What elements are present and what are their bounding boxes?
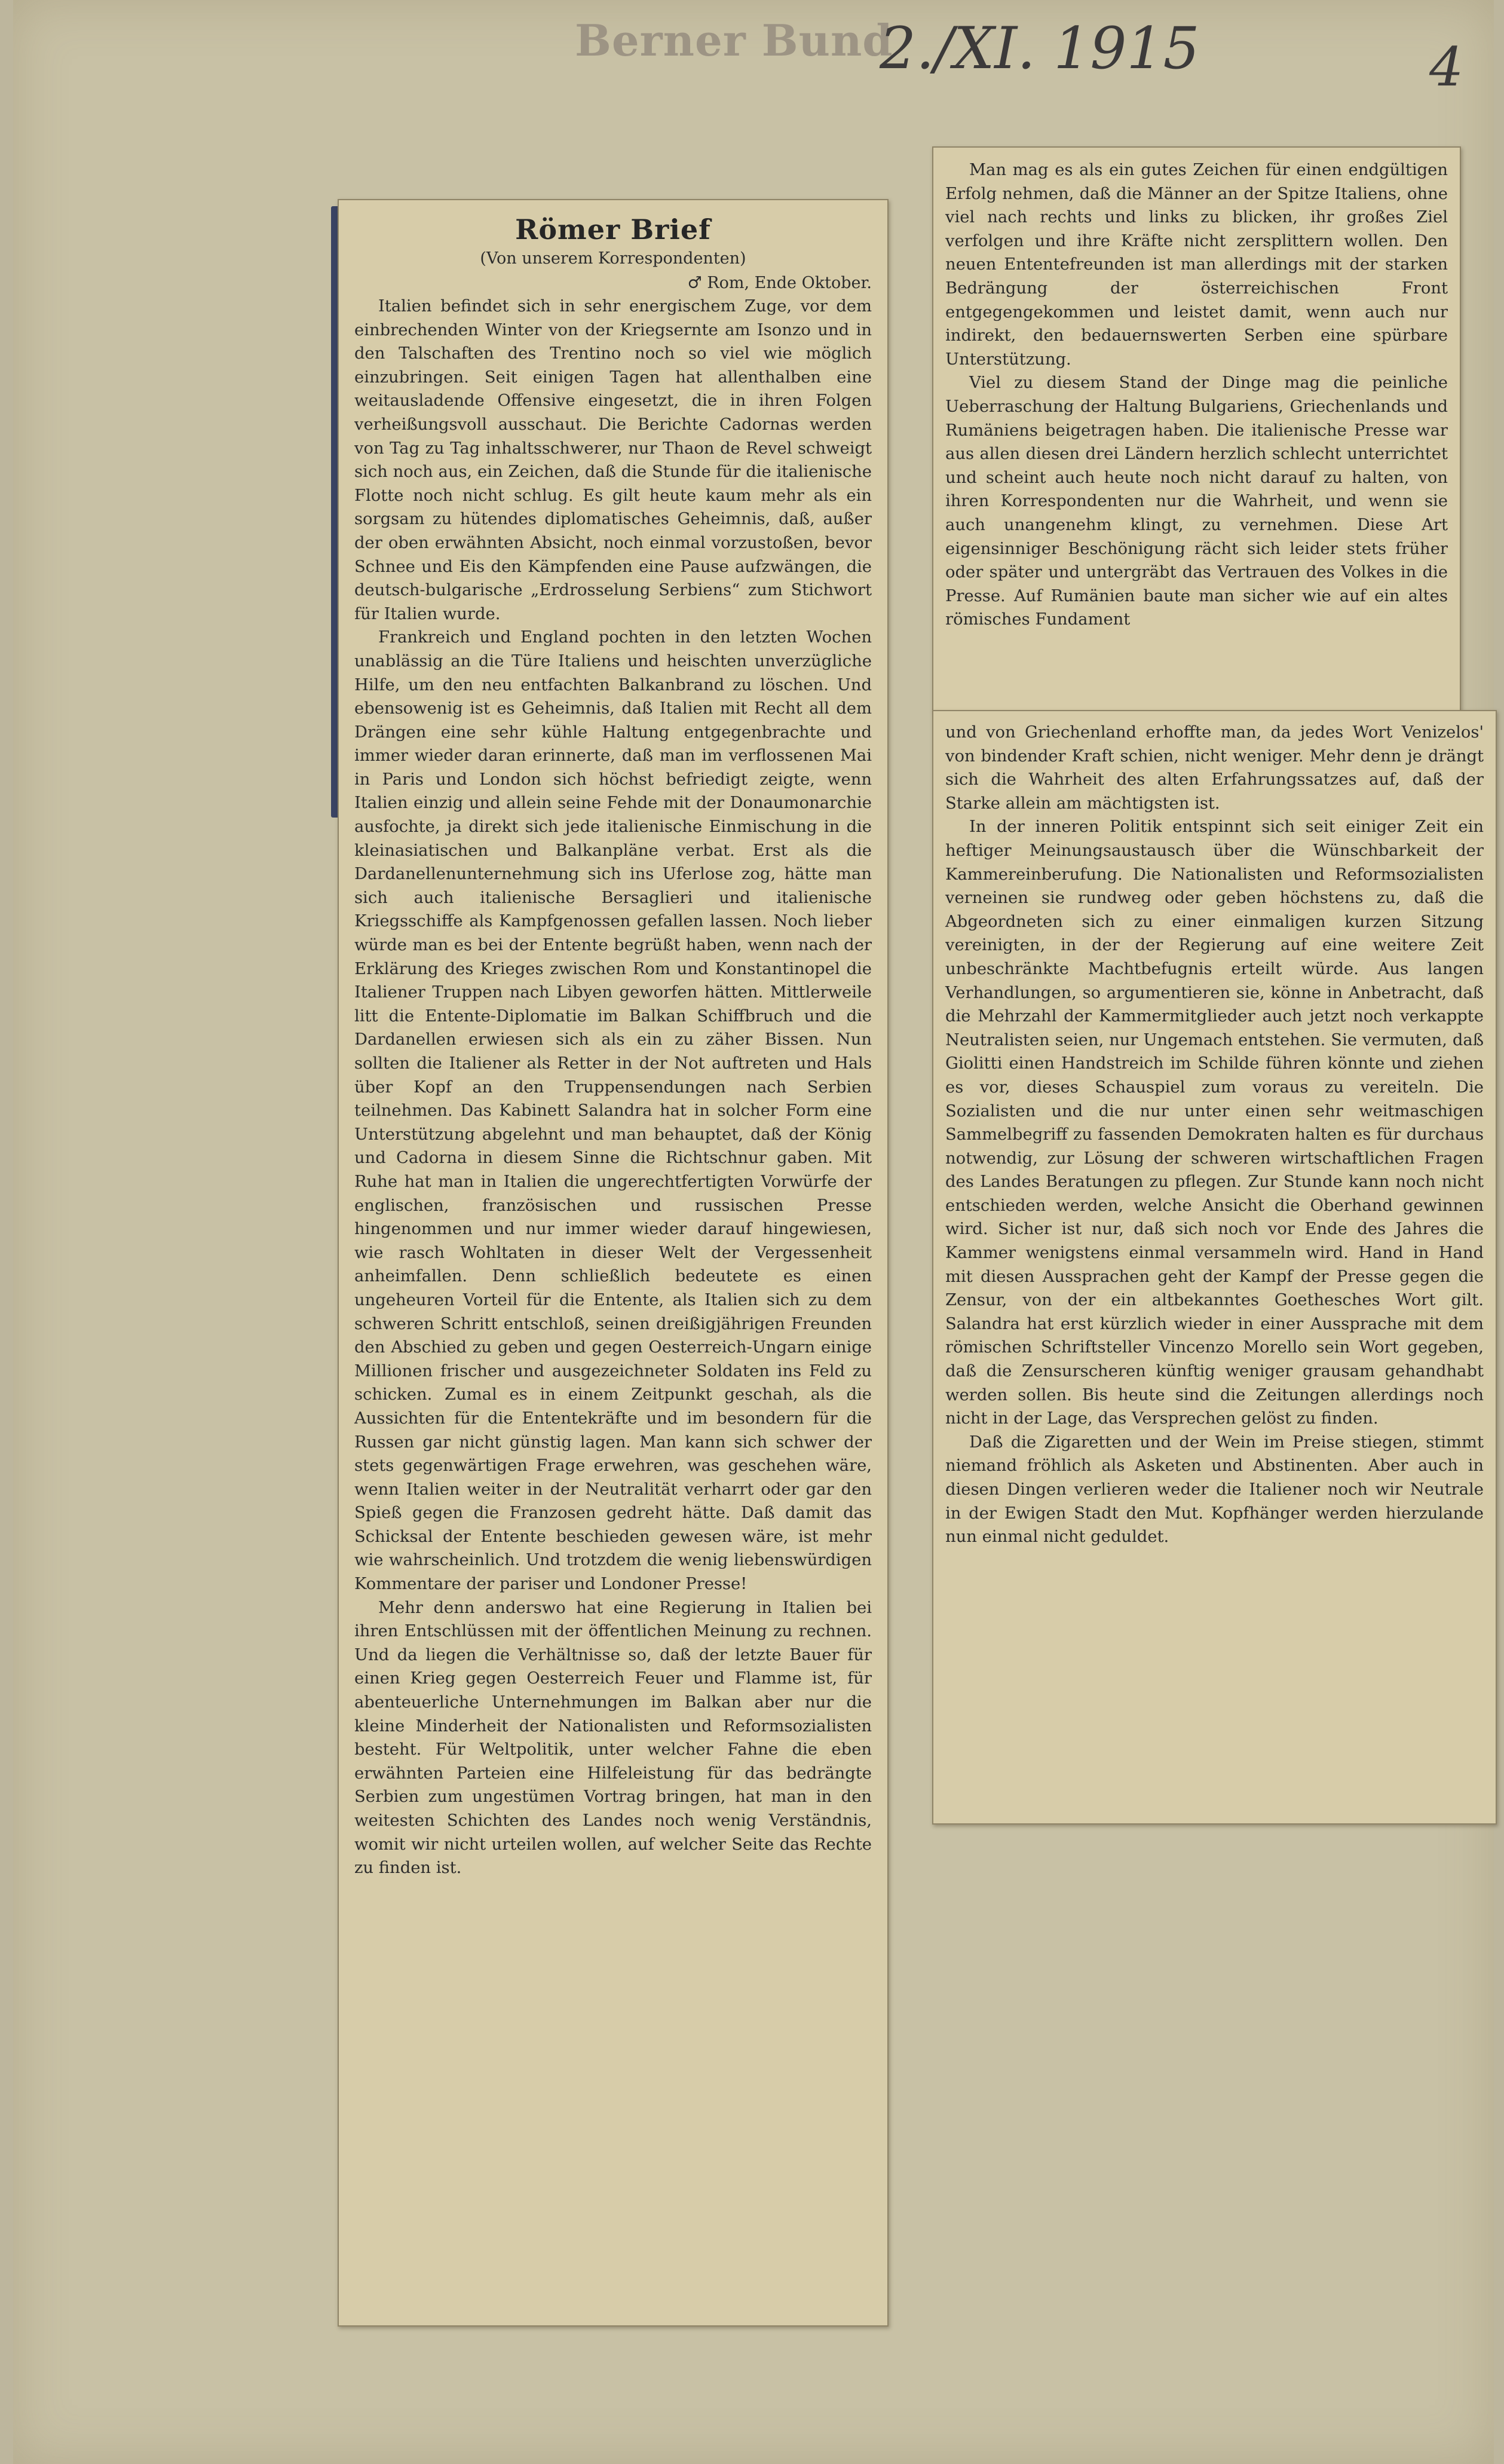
publication-stamp: Berner Bund (575, 15, 893, 66)
clipping-column-2-top (932, 146, 1461, 711)
article-dateline: ♂ Rom, Ende Oktober. (687, 274, 872, 292)
article-headline: Römer Brief (515, 213, 711, 246)
handwritten-date: 2./XI. 1915 (880, 15, 1200, 82)
article-paragraph: Man mag es als ein gutes Zeichen für einen endgültigen Erfolg nehmen, daß die Männer an der Spitze Italiens, ohne viel nach rechts und links zu blicken, ihr großes Ziel verfolgen und ihre Kräfte nicht zersplittern wollen. Den neuen Ententefreunden ist man allerdings mit der starken Bedrängung der österreichischen Front entgegengekommen und leistet damit, wenn auch nur indirekt, den bedauernswerten Serben eine spürbare Unterstützung. (945, 161, 1448, 369)
article-paragraph: Italien befindet sich in sehr energischem Zuge, vor dem einbrechenden Winter von der Kriegsernte am Isonzo und in den Talschaften des Trentino noch so viel wie möglich einzubringen. Seit einigen Tagen hat allenthalben eine weitausladende Offensive eingesetzt, die in ihren Folgen verheißungsvoll ausschaut. Die Berichte Cadornas werden von Tag zu Tag inhaltsschwerer, nur Thaon de Revel schweigt sich noch aus, ein Zeichen, daß die Stunde für die italienische Flotte noch nicht schlug. Es gilt heute kaum mehr als ein sorgsam zu hütendes diplomatisches Geheimnis, daß, außer der oben erwähnten Absicht, noch einmal vorzustoßen, bevor Schnee und Eis den Kämpfenden eine Pause aufzwängen, die deutsch-bulgarische „Erdrosselung Serbiens“ zum Stichwort für Italien wurde. (354, 297, 872, 623)
article-paragraph: Mehr denn anderswo hat eine Regierung in Italien bei ihren Entschlüssen mit der öffentlichen Meinung zu rechnen. Und da liegen die Verhältnisse so, daß der letzte Bauer für einen Krieg gegen Oesterreich Feuer und Flamme ist, für abenteuerliche Unternehmungen im Balkan aber nur die kleine Minderheit der Nationalisten und Reformsozialisten besteht. Für Weltpolitik, unter welcher Fahne die eben erwähnten Parteien eine Hilfeleistung für das bedrängte Serbien zum ungestümen Vortrag bringen, hat man in den weitesten Schichten des Landes noch wenig Verständnis, womit wir nicht urteilen wollen, auf welcher Seite das Rechte zu finden ist. (354, 1598, 872, 1878)
handwritten-page-number: 4 (1429, 36, 1464, 99)
article-byline: (Von unserem Korrespondenten) (480, 249, 746, 268)
scrapbook-page (13, 0, 1494, 2464)
article-paragraph: Viel zu diesem Stand der Dinge mag die peinliche Ueberraschung der Haltung Bulgariens, Griechenlands und Rumäniens beigetragen haben. Die italienische Presse war aus allen diesen drei Ländern herzlich schlecht unterrichtet und scheint auch heute noch nicht darauf zu halten, von ihren Korrespondenten nur die Wahrheit, und wenn sie auch unangenehm klingt, zu vernehmen. Diese Art eigensinniger Beschönigung rächt sich leider stets früher oder später und untergräbt das Vertrauen des Volkes in die Presse. Auf Rumänien baute man sicher wie auf ein altes römisches Fundament (945, 374, 1448, 629)
clipping-column-1 (338, 199, 889, 2327)
clipping-column-2-bottom (932, 710, 1497, 1825)
article-paragraph: Frankreich und England pochten in den letzten Wochen unablässig an die Türe Italiens und heischten unverzügliche Hilfe, um den neu entfachten Balkanbrand zu löschen. Und ebensowenig ist es Geheimnis, daß Italien mit Recht all dem Drängen eine sehr kühle Haltung entgegenbrachte und immer wieder daran erinnerte, daß man im verflossenen Mai in Paris und London sich höchst befriedigt zeigte, wenn Italien einzig und allein seine Fehde mit der Donaumonarchie ausfochte, ja direkt sich jede italienische Einmischung in die kleinasiatischen und Balkanpläne verbat. Erst als die Dardanellenunternehmung sich ins Uferlose zog, hätte man sich auch italienische Bersaglieri und italienische Kriegsschiffe als Kampfgenossen gefallen lassen. Noch lieber würde man es bei der Entente begrüßt haben, wenn nach der Erklärung des Krieges zwischen Rom und Konstantinopel die Italiener Truppen nach Libyen geworfen hätten. Mittlerweile litt die Entente-Diplomatie im Balkan Schiffbruch und die Dardanellen erwiesen sich als ein zu zäher Bissen. Nun sollten die Italiener als Retter in der Not auftreten und Hals über Kopf an den Truppensendungen nach Serbien teilnehmen. Das Kabinett Salandra hat in solcher Form eine Unterstützung abgelehnt und man behauptet, daß der König und Cadorna in diesem Sinne die Richtschnur gaben. Mit Ruhe hat man in Italien die ungerechtfertigten Vorwürfe der englischen, französischen und russischen Presse hingenommen und nur immer wieder darauf hingewiesen, wie rasch Wohltaten in dieser Welt der Vergessenheit anheimfallen. Denn schließlich bedeutete es einen ungeheuren Vorteil für die Entente, als Italien sich zu dem schweren Schritt entschloß, seinen dreißigjährigen Freunden den Abschied zu geben und gegen Oesterreich-Ungarn einige Millionen frischer und ausgezeichneter Soldaten ins Feld zu schicken. Zumal es in einem Zeitpunkt geschah, als die Aussichten für die Ententekräfte und im besondern für die Russen gar nicht günstig lagen. Man kann sich schwer der stets gegenwärtigen Frage erwehren, was geschehen wäre, wenn Italien weiter in der Neutralität verharrt oder gar den Spieß gegen die Franzosen gedreht hätte. Daß damit das Schicksal der Entente beschieden gewesen wäre, ist mehr wie wahrscheinlich. Und trotzdem die wenig liebenswürdigen Kommentare der pariser und Londoner Presse! (354, 628, 872, 1594)
article-paragraph: In der inneren Politik entspinnt sich seit einiger Zeit ein heftiger Meinungsaustausch über die Wünschbarkeit der Kammereinberufung. Die Nationalisten und Reformsozialisten verneinen sie rundweg oder geben höchstens zu, daß die Abgeordneten sich zu einer einmaligen kurzen Sitzung vereinigten, in der der Regierung auf eine weitere Zeit unbeschränkte Machtbefugnis erteilt würde. Aus langen Verhandlungen, so argumentieren sie, könne in Anbetracht, daß die Mehrzahl der Kammermitglieder auch jetzt noch verkappte Neutralisten seien, nur Ungemach entstehen. Sie vermuten, daß Giolitti einen Handstreich im Schilde führen könnte und ziehen es vor, dieses Schauspiel zum voraus zu vereiteln. Die Sozialisten und die nur unter einen sehr weitmaschigen Sammelbegriff zu fassenden Demokraten halten es für durchaus notwendig, zur Lösung der schweren wirtschaftlichen Fragen des Landes Beratungen zu pflegen. Zur Stunde kann noch nicht entschieden werden, welche Ansicht die Oberhand gewinnen wird. Sicher ist nur, daß sich noch vor Ende des Jahres die Kammer wenigstens einmal versammeln wird. Hand in Hand mit diesen Aussprachen geht der Kampf der Presse gegen die Zensur, von der ein altbekanntes Goethesches Wort gilt. Salandra hat erst kürzlich wieder in einer Aussprache mit dem römischen Schriftsteller Vincenzo Morello sein Wort gegeben, daß die Zensurscheren künftig weniger grausam gehandhabt werden sollen. Bis heute sind die Zeitungen allerdings noch nicht in der Lage, das Versprechen gelöst zu finden. (945, 818, 1484, 1428)
article-paragraph: und von Griechenland erhoffte man, da jedes Wort Venizelos' von bindender Kraft schien, nicht weniger. Mehr denn je drängt sich die Wahrheit des alten Erfahrungssatzes auf, daß der Starke allein am mächtigsten ist. (945, 723, 1484, 813)
article-paragraph: Daß die Zigaretten und der Wein im Preise stiegen, stimmt niemand fröhlich als Asketen und Abstinenten. Aber auch in diesen Dingen verlieren weder die Italiener noch wir Neutrale in der Ewigen Stadt den Mut. Kopfhänger werden hierzulande nun einmal nicht geduldet. (945, 1433, 1484, 1547)
